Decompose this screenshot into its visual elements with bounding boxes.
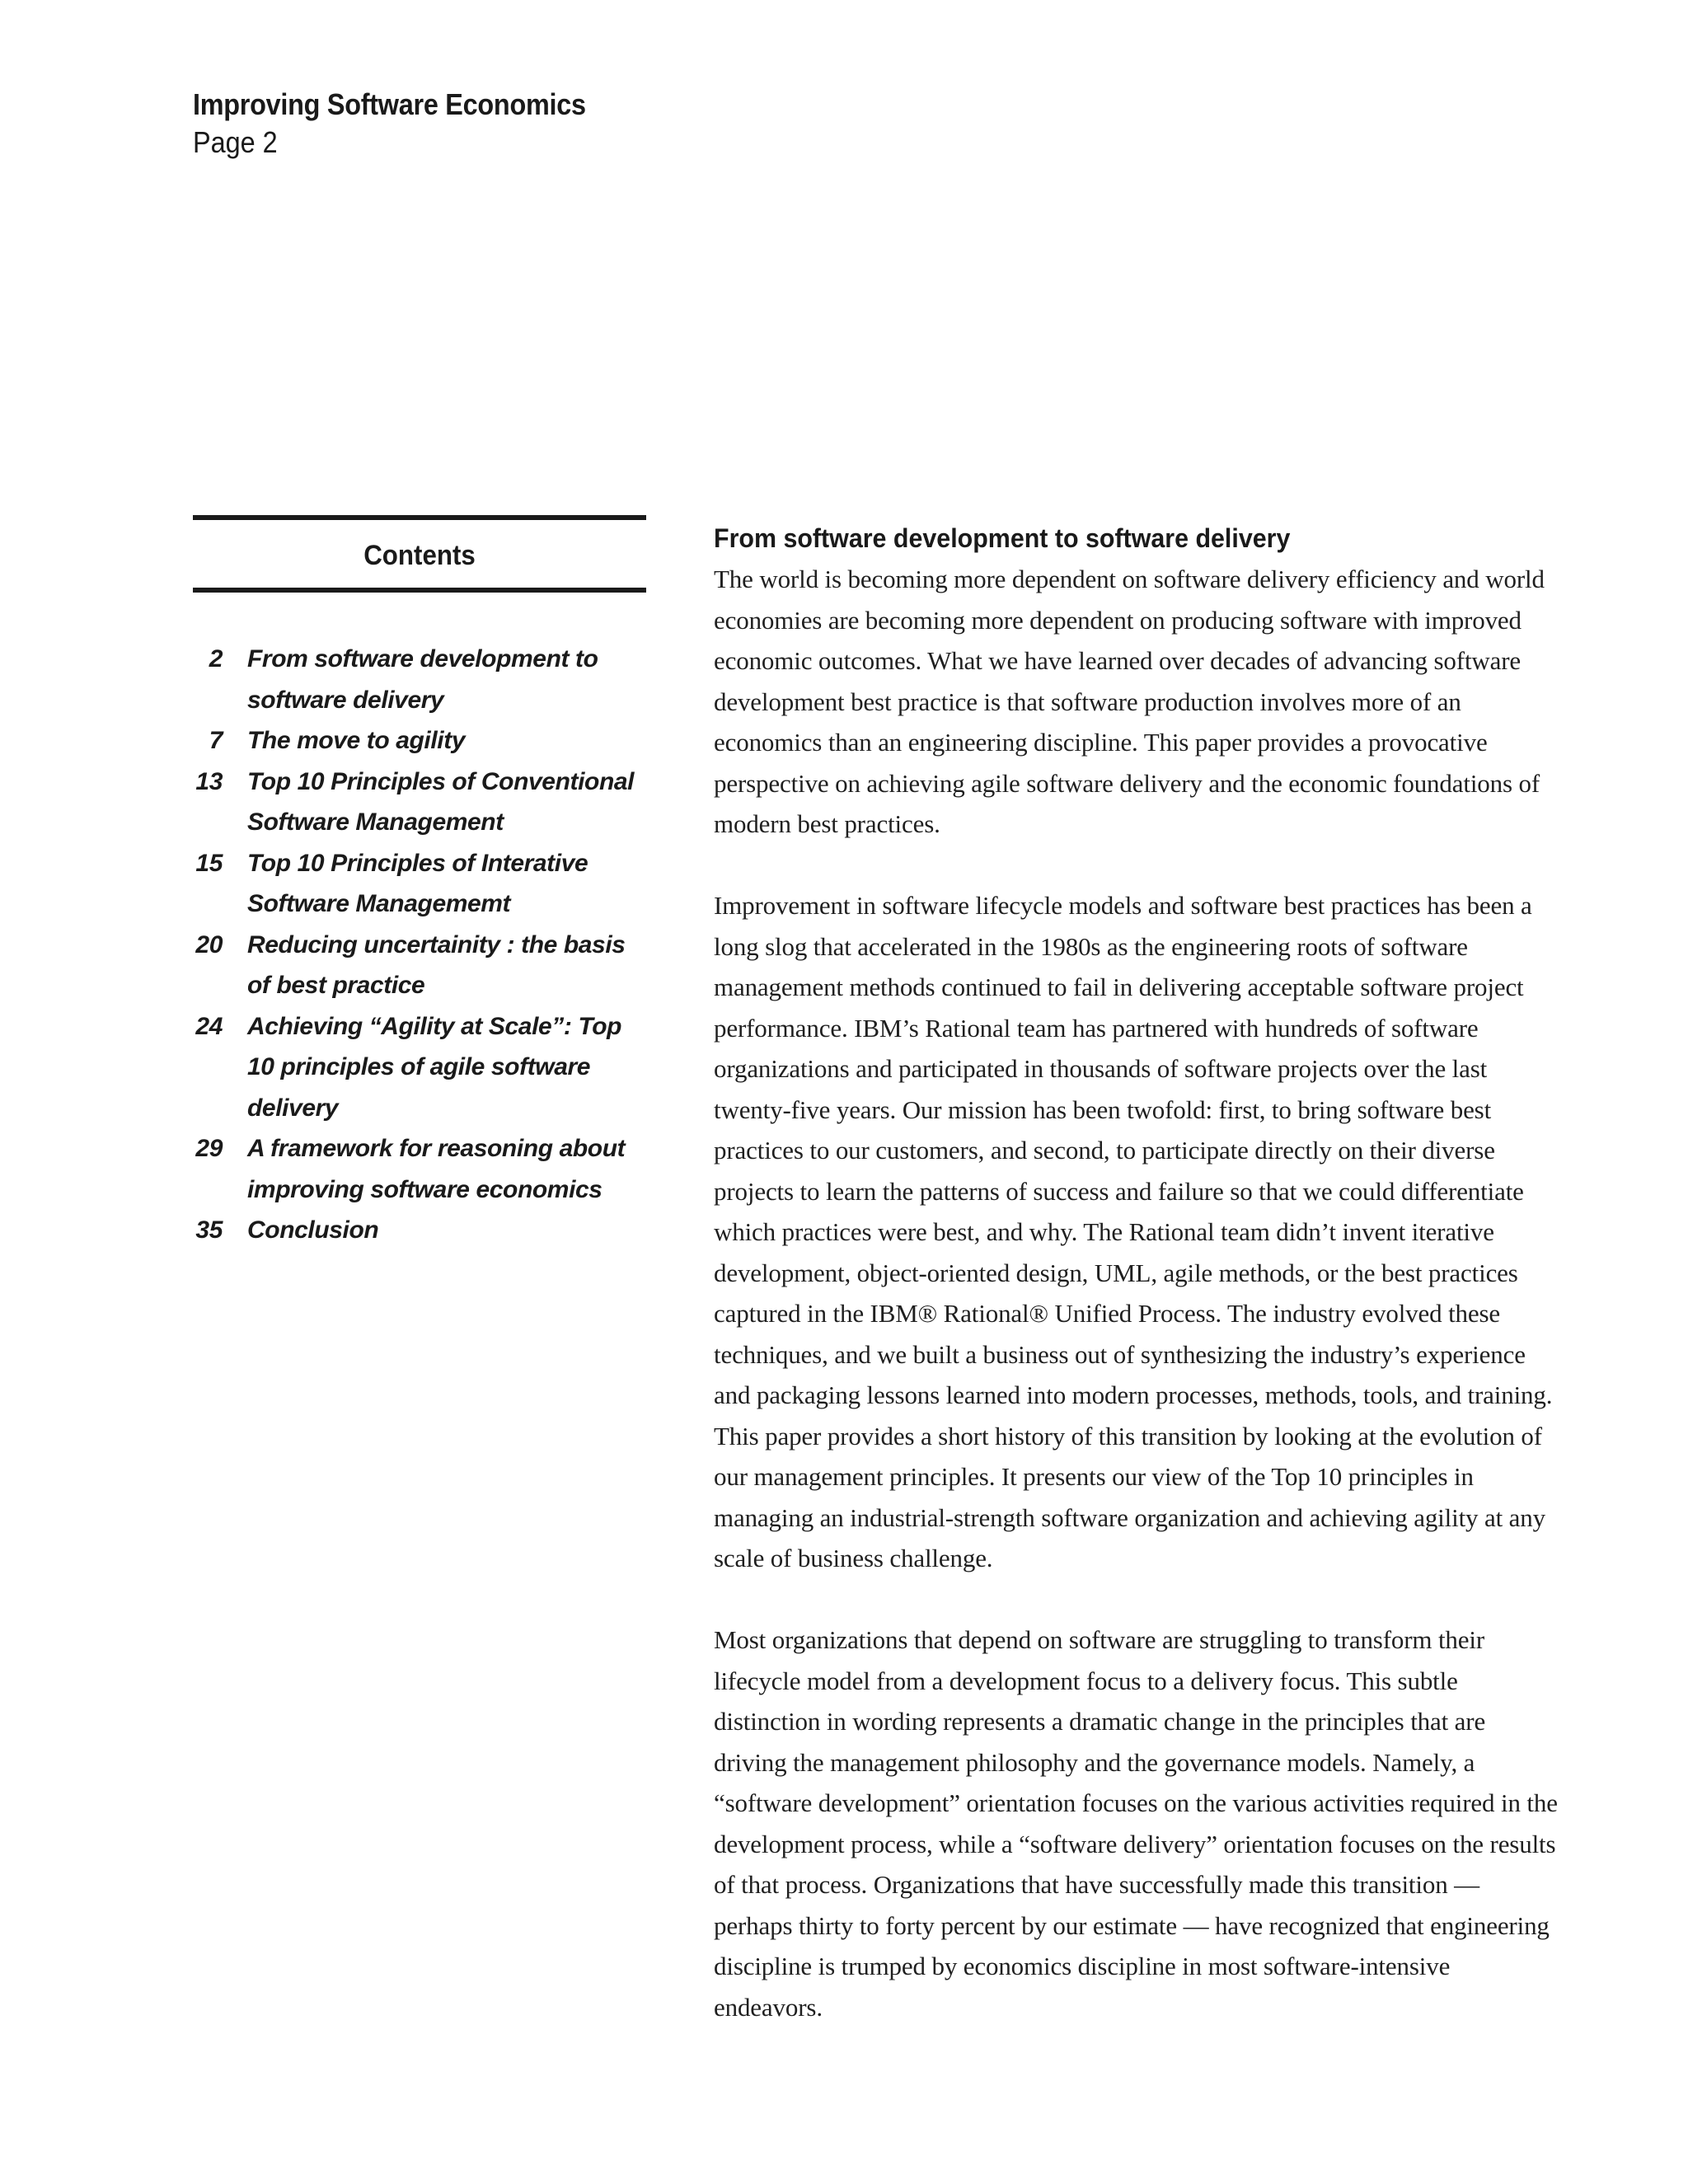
page-number: Page 2 [193,125,278,159]
toc-entry-page: 29 [195,1135,223,1162]
toc-list [193,639,646,1251]
toc-entry-page: 35 [195,1216,223,1244]
toc-entry[interactable] [193,720,646,762]
section-heading: From software development to software delivery [714,523,1291,553]
toc-entry-page: 24 [195,1012,223,1040]
toc-entry[interactable] [193,925,646,1006]
toc-entry-title: From software development to software delivery [247,645,598,714]
toc-entry-page: 20 [195,930,223,958]
toc-entry-page: 15 [195,849,223,877]
toc-bottom-rule [193,588,646,593]
toc-entry-title: The move to agility [247,727,466,754]
toc-entry[interactable] [193,1006,646,1129]
toc-entry-title: Reducing uncertainity : the basis of best practice [247,930,626,999]
toc-entry-title: Achieving “Agility at Scale”: Top 10 principles of agile software delivery [247,1012,622,1122]
main-content [714,521,1563,2027]
toc-heading: Contents [363,540,476,571]
table-of-contents [193,515,646,1251]
toc-entry[interactable] [193,1128,646,1210]
toc-entry[interactable] [193,639,646,720]
toc-entry-page: 7 [209,727,223,754]
toc-entry-title: Top 10 Principles of Interative Software Managememt [247,849,588,917]
running-header [193,86,630,162]
body-paragraph: Most organizations that depend on software are struggling to transform their lifecycle model from a development focus to a delivery focus. This subtle distinction in wording represents a dramatic change in the principles that are driving the management philosophy and the governance models. Namely, a “software development” orientation focuses on the various activities required in the development process, while a “software delivery” orientation focuses on the results of that process. Organizations that have successfully made this transition — perhaps thirty to forty percent by our estimate — have recognized that engineering discipline is trumped by economics discipline in most software-intensive endeavors. [714,1625,1558,2022]
toc-entry[interactable] [193,762,646,843]
body-paragraph: Improvement in software lifecycle models and software best practices has been a long slog that accelerated in the 1980s as the engineering roots of software management methods continued to fail in delivering acceptable software project performance. IBM’s Rational team has partnered with hundreds of software organizations and participated in thousands of software projects over the last twenty-five years. Our mission has been twofold: first, to bring software best practices to our customers, and second, to participate directly on their diverse projects to learn the patterns of success and failure so that we could differentiate which practices were best, and why. The Rational team didn’t invent iterative development, object-oriented design, UML, agile methods, or the best practices captured in the IBM® Rational® Unified Process. The industry evolved these techniques, and we built a business out of synthesizing the industry’s experience and packaging lessons learned into modern processes, methods, tools, and training. This paper provides a short history of this transition by looking at the evolution of our management principles. It presents our view of the Top 10 principles in managing an industrial-strength software organization and achieving agility at any scale of business challenge. [714,891,1553,1572]
body-paragraph: The world is becoming more dependent on software delivery efficiency and world economies are becoming more dependent on producing software with improved economic outcomes. What we have learned over decades of advancing software development best practice is that software production involves more of an economics than an engineering discipline. This paper provides a provocative perspective on achieving agile software delivery and the economic foundations of modern best practices. [714,565,1545,838]
toc-entry-title: Conclusion [247,1216,379,1244]
toc-entry-title: A framework for reasoning about improving software economics [247,1135,626,1203]
toc-entry-page: 13 [195,767,223,795]
toc-entry[interactable] [193,1210,646,1251]
document-title: Improving Software Economics [193,87,586,121]
toc-entry[interactable] [193,843,646,925]
toc-entry-title: Top 10 Principles of Conventional Software Management [247,767,635,836]
toc-entry-page: 2 [209,645,223,673]
